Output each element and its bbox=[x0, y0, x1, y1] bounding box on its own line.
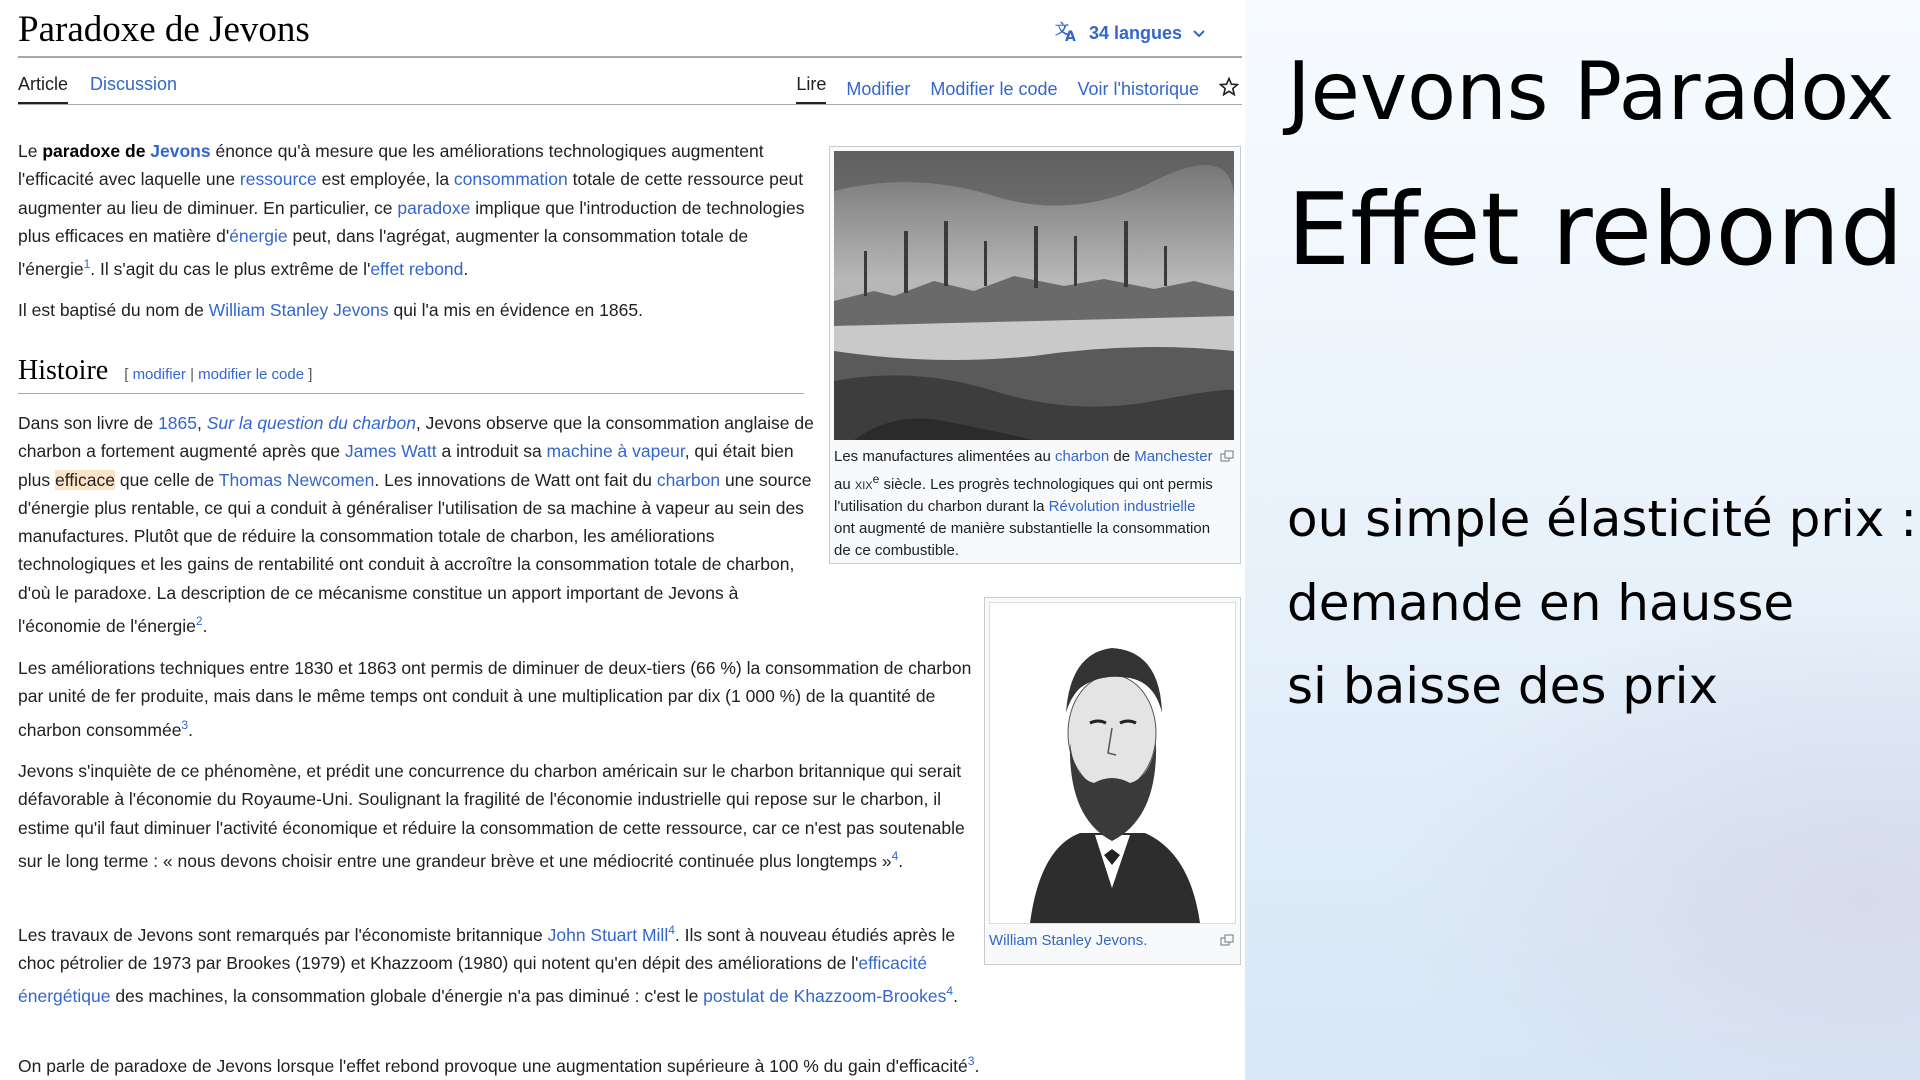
highlighted-word: efficace bbox=[54, 469, 115, 490]
link-machine-a-vapeur[interactable]: machine à vapeur bbox=[546, 441, 685, 462]
tabs-divider bbox=[18, 104, 1242, 105]
enlarge-icon[interactable] bbox=[1220, 446, 1234, 468]
link-ressource[interactable]: ressource bbox=[239, 169, 317, 190]
link-sur-la-question-du-charbon[interactable]: Sur la question du charbon bbox=[206, 413, 416, 433]
slide-note-line-1: ou simple élasticité prix : bbox=[1287, 490, 1918, 548]
page-title: Paradoxe de Jevons bbox=[18, 9, 310, 50]
ref-3b[interactable]: 3 bbox=[967, 1054, 975, 1068]
tab-edit-source[interactable]: Modifier le code bbox=[930, 79, 1058, 99]
slide-panel bbox=[1245, 0, 1920, 1080]
tab-read[interactable]: Lire bbox=[796, 74, 826, 105]
languages-label: 34 langues bbox=[1089, 23, 1183, 43]
link-john-stuart-mill[interactable]: John Stuart Mill bbox=[547, 924, 669, 945]
histoire-paragraph-1: Dans son livre de 1865, Sur la question du charbon, Jevons observe que la consommation anglaise de charbon a fortement augmenté après que James Watt a introduit sa machine à vapeur, qui était bien plus efficace que celle de Thomas Newcomen. Les innovations de Watt ont fait du charbon une source d'énergie plus rentable, ce qui a conduit à généraliser l'utilisation de sa machine à vapeur au sein des manufactures. Plutôt que de réduire la consommation totale de charbon, les améliorations technologiques et les gains de rentabilité ont conduit à accroître la consommation totale de charbon, d'où le paradoxe. La description de ce mécanisme constitue un apport important de Jevons à l'économie de l'énergie$^2$. bbox=[18, 413, 814, 636]
figure-manchester bbox=[829, 146, 1241, 564]
tab-history[interactable]: Voir l'historique bbox=[1077, 79, 1199, 99]
caption-link-charbon[interactable]: charbon bbox=[1054, 448, 1110, 465]
link-postulat-khazzoom-brookes[interactable]: postulat de Khazzoom-Brookes bbox=[703, 986, 947, 1007]
link-efficacite-energetique[interactable]: efficacité énergétique bbox=[18, 953, 928, 1007]
link-consommation[interactable]: consommation bbox=[453, 169, 568, 190]
figure-manchester-caption: Les manufactures alimentées au charbon de Manchester au xix$^e$ siècle. Les progrès technologiques qui ont permis l'utilisation du charbon durant la Révolution industrielle ont augmenté de manière substantielle la consommation de ce combustible. bbox=[834, 446, 1236, 562]
slide-subtitle: Effet rebond bbox=[1287, 171, 1904, 288]
ref-4[interactable]: 4 bbox=[891, 848, 899, 863]
slide-title: Jevons Paradox bbox=[1287, 45, 1895, 138]
caption-link-william-stanley-jevons[interactable]: William Stanley Jevons. bbox=[989, 932, 1148, 949]
link-thomas-newcomen[interactable]: Thomas Newcomen bbox=[218, 469, 375, 490]
intro-paragraph: Le paradoxe de Jevons énonce qu'à mesure que les améliorations technologiques augmentent l'efficacité avec laquelle une ressource est employée, la consommation totale de cette ressource peut augmenter au lieu de diminuer. En particulier, ce paradoxe implique que l'introduction de technologies plus efficaces en matière d'énergie peut, dans l'agrégat, augmenter la consommation totale de l'énergie$^1$. Il s'agit du cas le plus extrême de l'effet rebond. bbox=[18, 141, 805, 280]
ref-4b[interactable]: 4 bbox=[668, 923, 675, 937]
tab-discussion[interactable]: Discussion bbox=[90, 74, 178, 94]
section-title: Histoire bbox=[18, 355, 109, 386]
slide-note-line-2: demande en hausse bbox=[1287, 574, 1795, 632]
svg-text:A: A bbox=[1065, 29, 1076, 42]
section-heading-histoire bbox=[18, 355, 804, 394]
jevons-portrait-image[interactable] bbox=[989, 602, 1236, 924]
figure-jevons-portrait bbox=[984, 597, 1241, 965]
figure-jevons-caption bbox=[989, 930, 1236, 952]
histoire-paragraph-4: Les travaux de Jevons sont remarqués par l'économiste britannique John Stuart Mill$^4$. Ils sont à nouveau étudiés après le choc pétrolier de 1973 par Brookes (1979) et Khazzoom (1980) qui notent qu'en dépit des améliorations de l'efficacité énergétique des machines, la consommation globale d'énergie n'a pas diminué : c'est le postulat de Khazzoom-Brookes$^4$. bbox=[18, 923, 958, 1007]
histoire-paragraph-3: Jevons s'inquiète de ce phénomène, et prédit une concurrence du charbon américain sur le charbon britannique qui serait défavorable à l'économie du Royaume-Uni. Soulignant la fragilité de l'économie industrielle qui repose sur le charbon, il estime qu'il faut diminuer l'activité économique et réduire la consommation de cette ressource, car ce n'est pas soutenable sur le long terme : « nous devons choisir entre une grandeur brève et une médiocrité continuée plus longtemps »$^4$. bbox=[18, 761, 965, 871]
caption-link-manchester[interactable]: Manchester bbox=[1134, 448, 1213, 465]
link-james-watt[interactable]: James Watt bbox=[344, 441, 437, 462]
enlarge-icon[interactable] bbox=[1220, 930, 1234, 952]
namespace-tabs bbox=[18, 74, 177, 105]
link-paradoxe[interactable]: paradoxe bbox=[397, 197, 471, 218]
languages-button[interactable] bbox=[1055, 20, 1245, 47]
ref-1[interactable]: 1 bbox=[83, 257, 91, 272]
view-tabs bbox=[796, 74, 1239, 105]
chevron-down-icon bbox=[1192, 23, 1206, 44]
caption-link-revolution-industrielle[interactable]: Révolution industrielle bbox=[1048, 498, 1196, 515]
name-paragraph: Il est baptisé du nom de William Stanley Jevons qui l'a mis en évidence en 1865. bbox=[18, 300, 643, 320]
ref-2[interactable]: 2 bbox=[195, 614, 203, 629]
ref-4c[interactable]: 4 bbox=[946, 984, 954, 999]
link-william-stanley-jevons[interactable]: William Stanley Jevons bbox=[208, 300, 389, 320]
link-jevons[interactable]: Jevons bbox=[150, 141, 211, 161]
title-divider bbox=[18, 56, 1242, 58]
manchester-image[interactable] bbox=[834, 151, 1234, 440]
link-energie[interactable]: énergie bbox=[229, 225, 288, 246]
section-edit-links: [ modifier | modifier le code ] bbox=[124, 366, 313, 383]
slide-note-line-3: si baisse des prix bbox=[1287, 657, 1719, 715]
section-edit-link[interactable]: modifier bbox=[132, 366, 186, 383]
tab-article[interactable]: Article bbox=[18, 74, 68, 105]
link-1865[interactable]: 1865 bbox=[158, 413, 198, 433]
histoire-paragraph-5: On parle de paradoxe de Jevons lorsque l'effet rebond provoque une augmentation supérieure à 100 % du gain d'efficacité$^3$. bbox=[18, 1054, 980, 1076]
link-charbon[interactable]: charbon bbox=[656, 469, 721, 490]
tab-edit[interactable]: Modifier bbox=[846, 79, 911, 99]
link-effet-rebond[interactable]: effet rebond bbox=[370, 259, 464, 280]
translate-icon bbox=[1055, 20, 1079, 47]
histoire-paragraph-2: Les améliorations techniques entre 1830 et 1863 ont permis de diminuer de deux-tiers (66 %) la consommation de charbon par unité de fer produite, mais dans le même temps ont conduit à une multiplication par dix (1 000 %) de la quantité de charbon consommée$^3$. bbox=[18, 658, 972, 740]
section-edit-source-link[interactable]: modifier le code bbox=[198, 366, 305, 383]
star-icon[interactable] bbox=[1219, 77, 1239, 102]
svg-text:文: 文 bbox=[1055, 22, 1069, 38]
ref-3[interactable]: 3 bbox=[181, 717, 189, 732]
